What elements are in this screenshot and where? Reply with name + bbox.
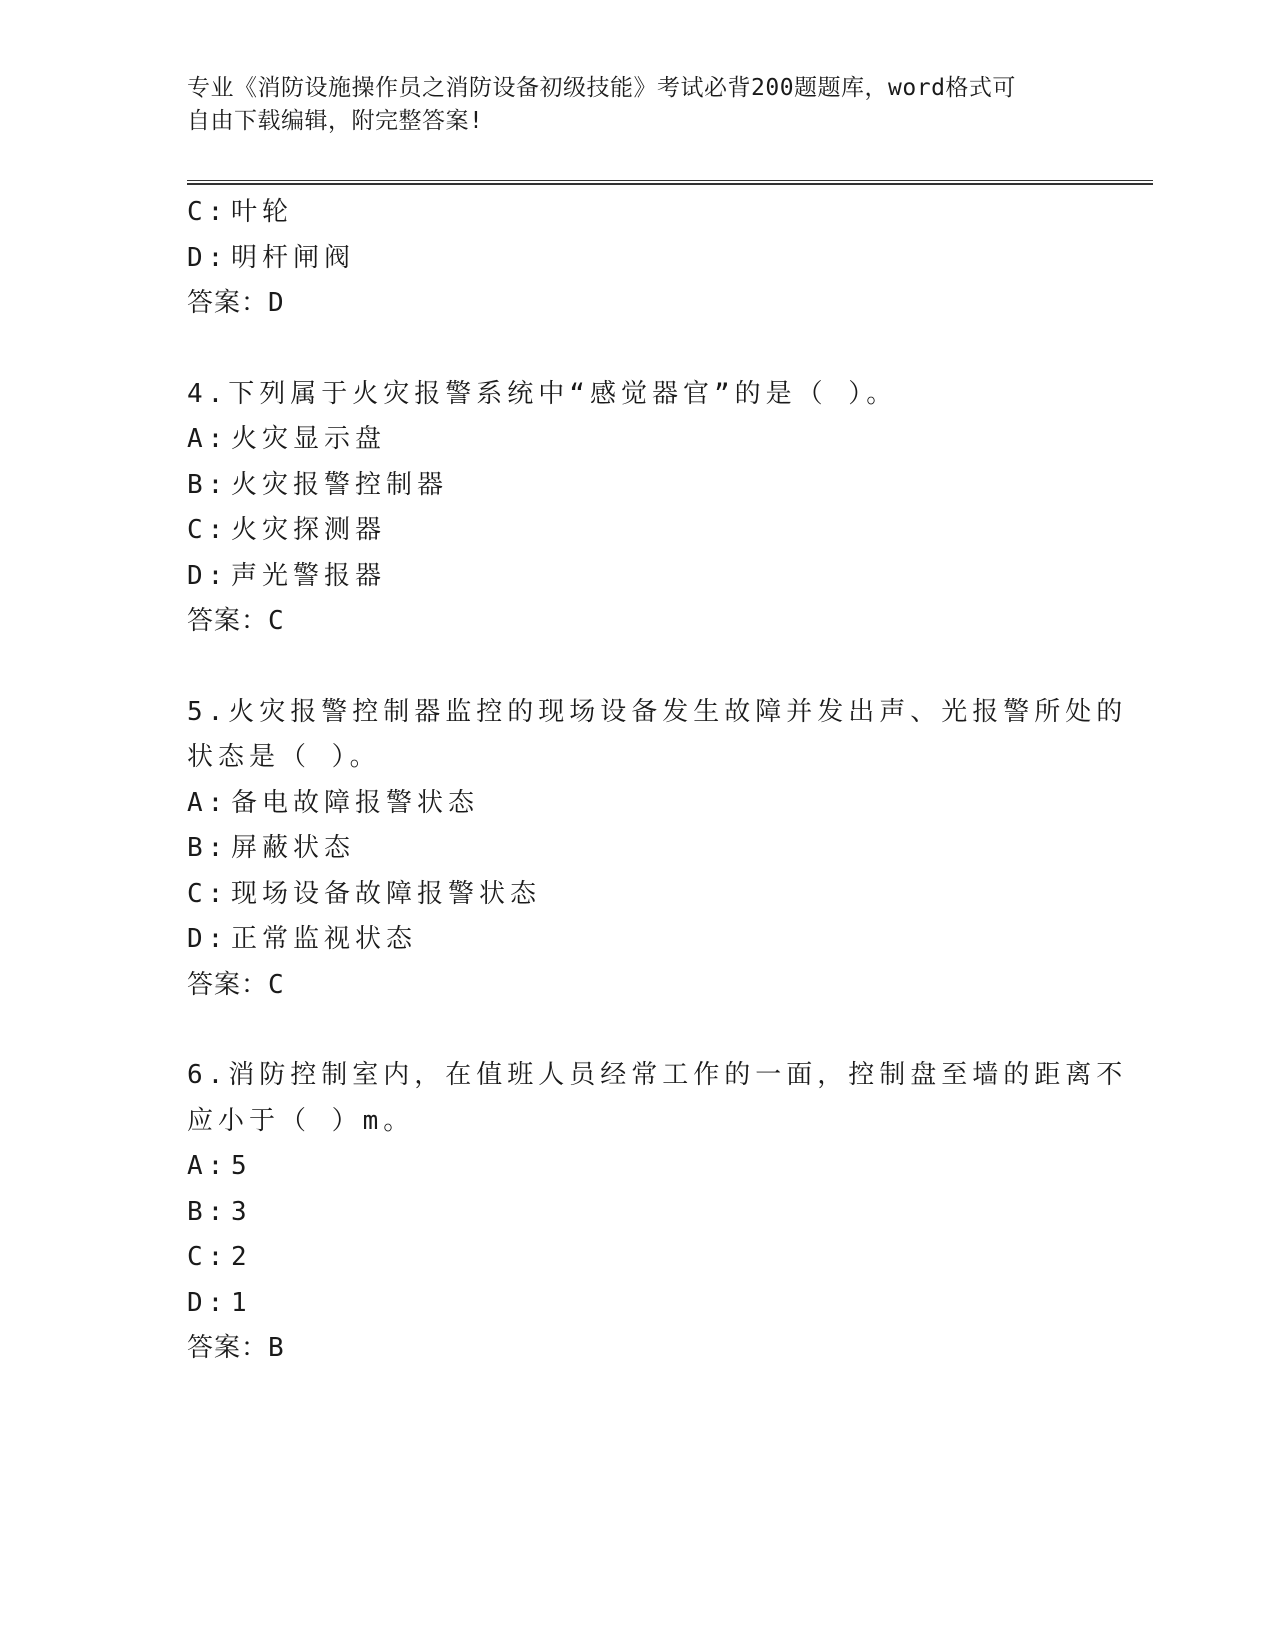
option-text: 火灾探测器	[231, 515, 387, 545]
option-c: C: 叶轮	[187, 197, 294, 227]
question-stem-line-2: 状态是（ ）。	[187, 742, 381, 772]
answer-line	[187, 963, 1067, 1009]
header-line-1: 专业《消防设施操作员之消防设备初级技能》考试必背200题题库，word格式可	[187, 75, 1016, 101]
header-divider	[187, 180, 1153, 185]
option-b: B: 3	[187, 1196, 252, 1227]
option-text: 现场设备故障报警状态	[231, 878, 542, 909]
option-text: 叶轮	[231, 197, 294, 227]
option-d: D: 正常监视状态	[187, 924, 418, 954]
answer-label: 答案：	[187, 606, 269, 636]
option-b: B: 火灾报警控制器	[187, 469, 449, 500]
answer-value: B	[268, 1333, 285, 1363]
option-a: A: 5	[187, 1151, 252, 1181]
option-text: 2	[231, 1242, 252, 1272]
answer-label: 答案：	[187, 969, 269, 1000]
answer-value: C	[268, 969, 285, 1000]
question-stem: 4.下列属于火灾报警系统中“感觉器官”的是（ ）。	[187, 378, 898, 409]
question-stem-line-2: 应小于（ ）m。	[187, 1105, 415, 1136]
option-b: B: 屏蔽状态	[187, 833, 356, 863]
option-c: C: 现场设备故障报警状态	[187, 878, 542, 909]
option-text: 3	[231, 1196, 252, 1227]
answer-line	[187, 281, 1067, 327]
option-d: D: 声光警报器	[187, 560, 387, 591]
question-stem-line-1: 6.消防控制室内，在值班人员经常工作的一面，控制盘至墙的距离不	[187, 1060, 1128, 1090]
prev-question	[187, 190, 1067, 327]
answer-label: 答案：	[187, 288, 269, 318]
answer-line	[187, 599, 1067, 645]
option-d: D: 明杆闸阀	[187, 242, 356, 273]
question-5	[187, 690, 1128, 1009]
option-c: C: 火灾探测器	[187, 515, 387, 545]
option-text: 备电故障报警状态	[231, 787, 480, 818]
question-content	[187, 190, 1128, 1372]
answer-value: D	[268, 288, 285, 318]
option-d: D: 1	[187, 1287, 252, 1318]
option-a: A: 备电故障报警状态	[187, 787, 480, 818]
answer-line	[187, 1326, 1067, 1372]
option-text: 声光警报器	[231, 560, 387, 591]
document-header	[187, 72, 1067, 138]
option-text: 5	[231, 1151, 252, 1181]
question-stem-line-1: 5.火灾报警控制器监控的现场设备发生故障并发出声、光报警所处的	[187, 696, 1128, 727]
answer-value: C	[268, 606, 285, 636]
option-text: 明杆闸阀	[231, 242, 356, 273]
question-4	[187, 372, 1067, 645]
option-text: 正常监视状态	[231, 924, 418, 954]
option-text: 火灾报警控制器	[231, 469, 449, 500]
option-a: A: 火灾显示盘	[187, 424, 387, 454]
option-c: C: 2	[187, 1242, 252, 1272]
answer-label: 答案：	[187, 1333, 269, 1363]
option-text: 火灾显示盘	[231, 424, 387, 454]
option-text: 屏蔽状态	[231, 833, 356, 863]
question-6	[187, 1053, 1128, 1372]
option-text: 1	[231, 1287, 252, 1318]
header-line-2: 自由下载编辑，附完整答案!	[187, 108, 484, 134]
